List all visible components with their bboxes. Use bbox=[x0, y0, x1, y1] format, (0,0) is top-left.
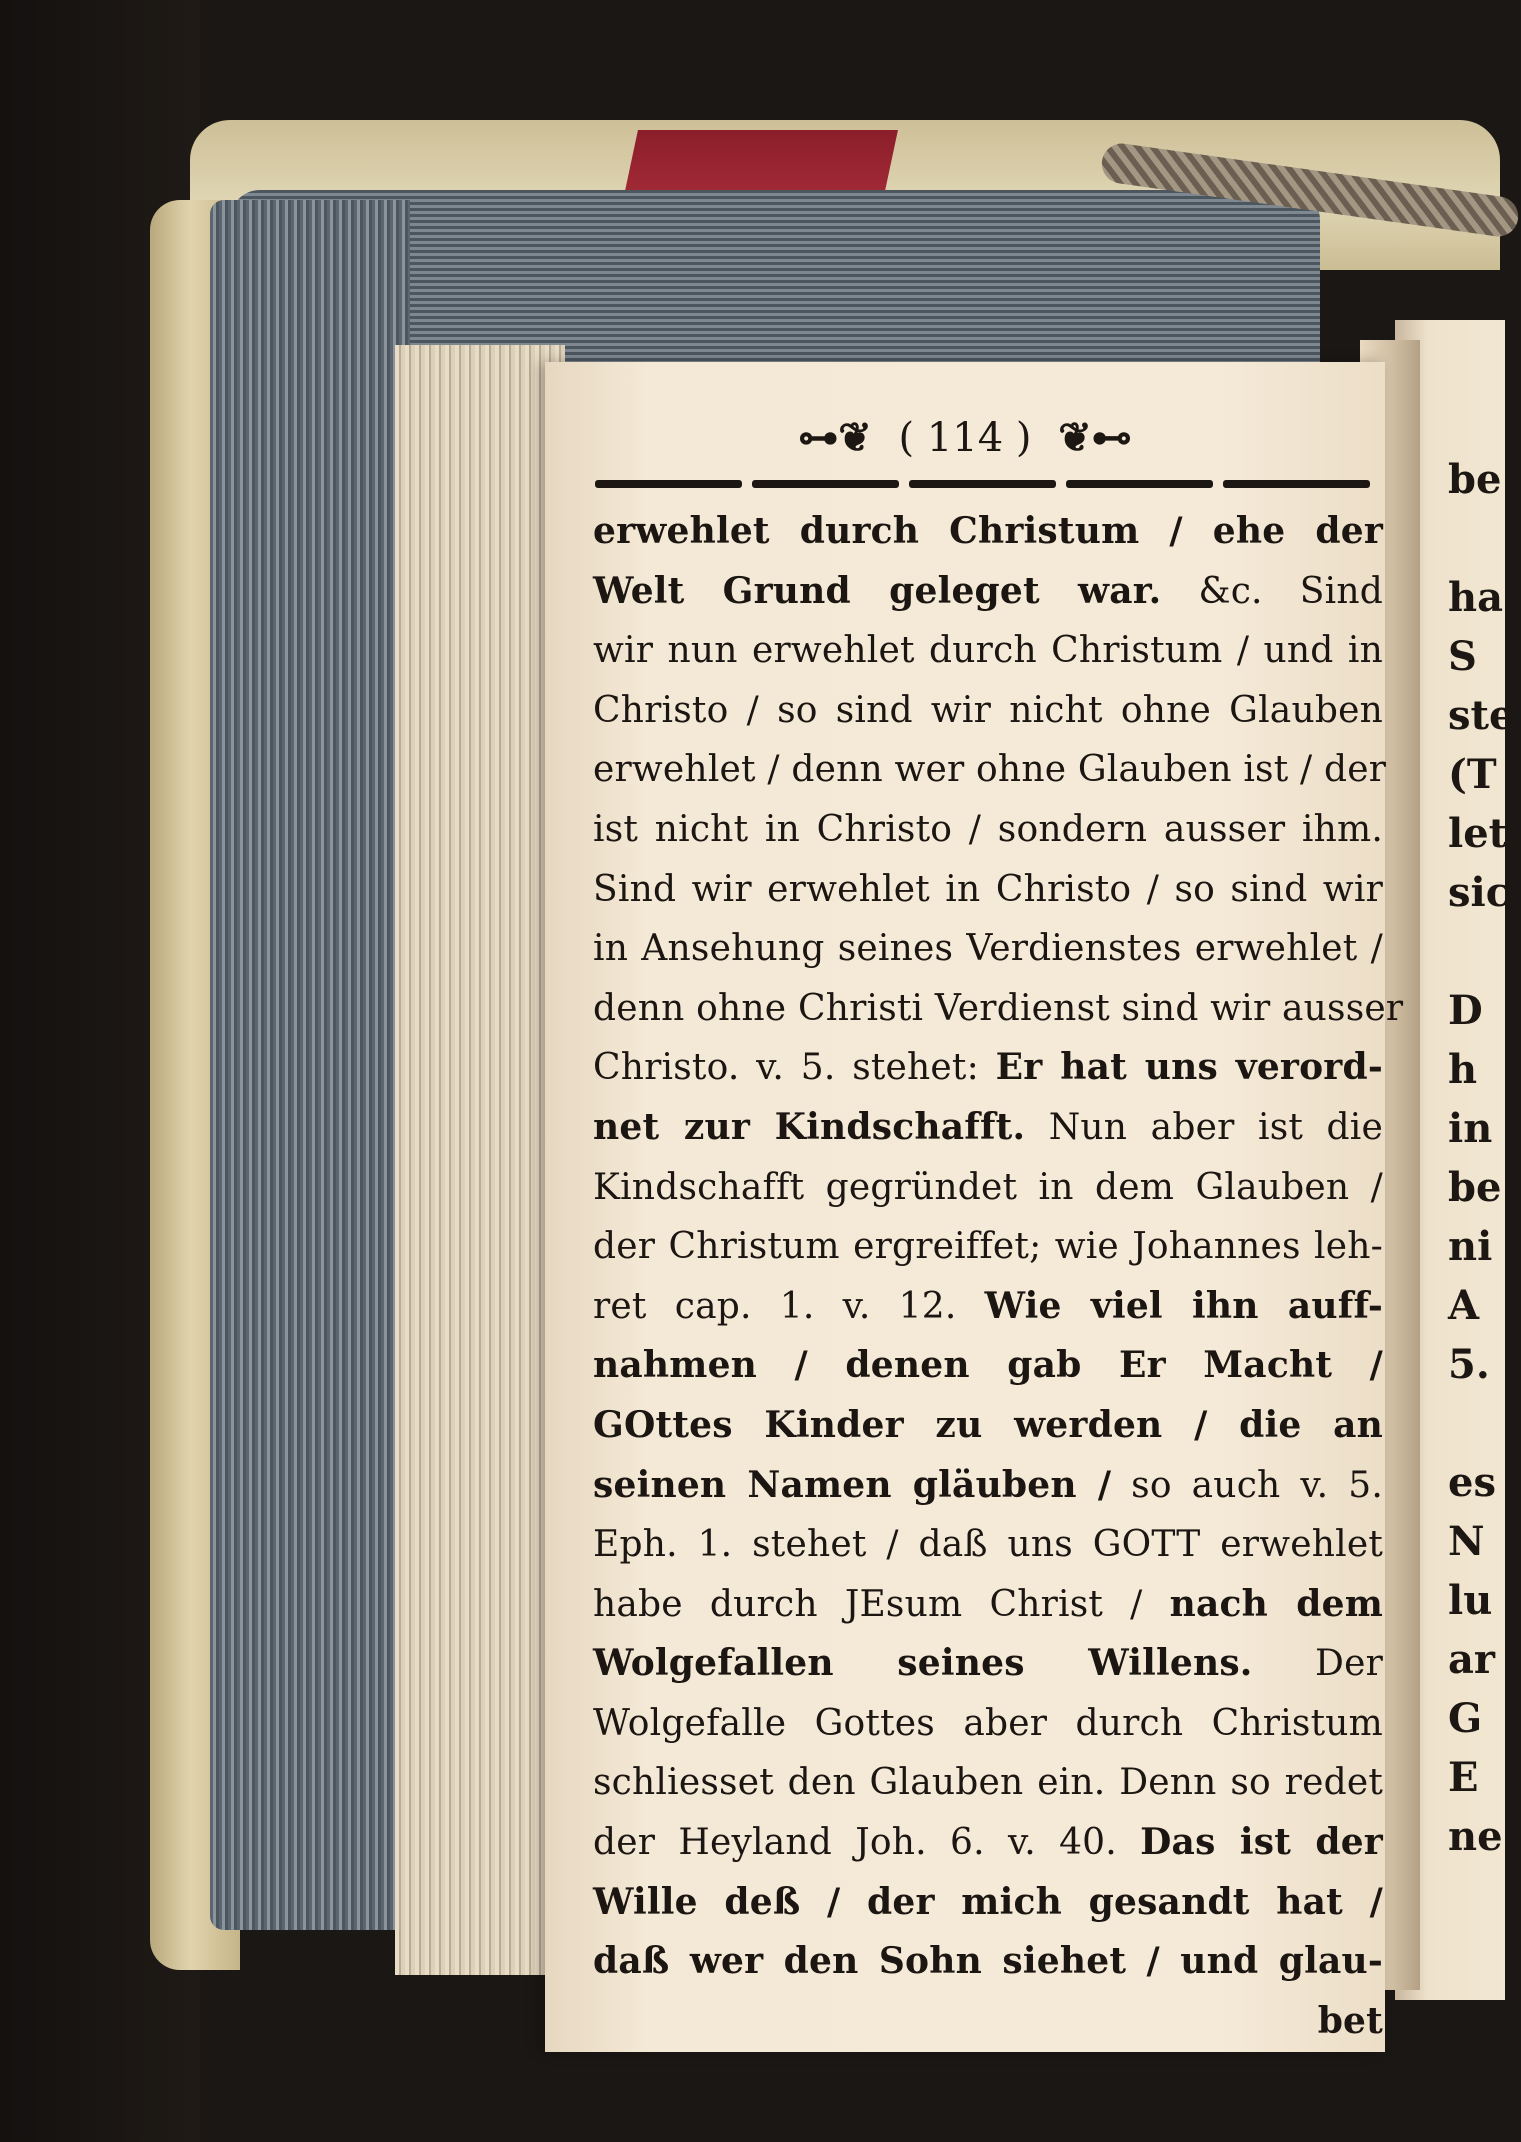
facing-page-text bbox=[1448, 450, 1515, 1866]
ornament-left-icon: ⊶❦ bbox=[798, 414, 872, 461]
bold-text-run: net zur Kindschafft. bbox=[593, 1105, 1026, 1148]
body-text bbox=[593, 502, 1404, 2051]
bold-text-run: GOttes Kinder zu werden / die an bbox=[593, 1403, 1383, 1446]
text-line bbox=[593, 1038, 1383, 1098]
text-line bbox=[593, 1992, 1383, 2052]
facing-page-fragment: es bbox=[1448, 1459, 1496, 1506]
text-run: Der bbox=[1252, 1643, 1383, 1685]
bold-text-run: Welt Grund geleget war. bbox=[593, 569, 1162, 612]
text-line bbox=[593, 621, 1383, 681]
text-run: Eph. 1. stehet / daß uns GOTT erwehlet bbox=[593, 1524, 1383, 1566]
text-line bbox=[593, 502, 1383, 562]
ornament-right-icon: ❦⊷ bbox=[1058, 414, 1132, 461]
text-block-fore-edge bbox=[210, 200, 410, 1930]
bold-text-run: bet bbox=[1317, 1999, 1383, 2042]
page-number: ( 114 ) bbox=[898, 415, 1032, 461]
text-line bbox=[593, 1456, 1383, 1516]
text-line bbox=[593, 1932, 1383, 1992]
facing-page-fragment: ni bbox=[1448, 1223, 1493, 1270]
facing-page-fragment: S bbox=[1448, 633, 1477, 680]
facing-page-fragment: D bbox=[1448, 987, 1483, 1034]
text-run: Nun aber ist die bbox=[1025, 1106, 1383, 1148]
facing-page-fragment: in bbox=[1448, 1105, 1493, 1152]
facing-page-fragment: sic bbox=[1448, 869, 1511, 916]
text-line bbox=[593, 1575, 1383, 1635]
facing-page-fragment: ste bbox=[1448, 692, 1515, 739]
text-run: in Ansehung seines Verdienstes erwehlet / bbox=[593, 928, 1383, 970]
facing-page-fragment: 5. bbox=[1448, 1341, 1490, 1388]
bold-text-run: Wille deß / der mich gesandt hat / bbox=[593, 1880, 1383, 1923]
facing-page-fragment: ha bbox=[1448, 574, 1503, 621]
text-run: wir nun erwehlet durch Christum / und in bbox=[593, 630, 1383, 672]
bold-text-run: daß wer den Sohn siehet / und glau- bbox=[593, 1940, 1383, 1983]
text-run: schliesset den Glauben ein. Denn so redet bbox=[593, 1762, 1383, 1804]
text-line bbox=[593, 1694, 1383, 1754]
bold-text-run: seinen Namen gläuben / bbox=[593, 1463, 1112, 1506]
header-rule bbox=[595, 480, 1370, 490]
text-line bbox=[593, 740, 1387, 800]
text-line bbox=[593, 1277, 1383, 1337]
facing-page-fragment: ar bbox=[1448, 1636, 1495, 1683]
text-line bbox=[593, 681, 1383, 741]
text-line bbox=[593, 1098, 1383, 1158]
text-line bbox=[593, 1753, 1383, 1813]
text-line bbox=[593, 919, 1383, 979]
facing-page-fragment: N bbox=[1448, 1518, 1485, 1565]
bold-text-run: Wie viel ihn auff- bbox=[984, 1284, 1383, 1327]
facing-page-fragment bbox=[1448, 509, 1508, 568]
text-run: Sind wir erwehlet in Christo / so sind wir bbox=[593, 868, 1383, 910]
text-line bbox=[593, 1217, 1383, 1277]
text-line bbox=[593, 979, 1404, 1039]
bold-text-run: nahmen / denen gab Er Macht / bbox=[593, 1344, 1383, 1387]
text-run: Christo. v. 5. stehet: bbox=[593, 1047, 996, 1089]
text-run: Christo / so sind wir nicht ohne Glauben bbox=[593, 689, 1383, 731]
facing-page-fragment: be bbox=[1448, 456, 1502, 503]
facing-page-fragment: E bbox=[1448, 1754, 1479, 1801]
text-run: Wolgefalle Gottes aber durch Christum bbox=[593, 1702, 1383, 1744]
facing-page-fragment: (T bbox=[1448, 751, 1497, 798]
text-line bbox=[593, 1396, 1383, 1456]
facing-page-fragment: h bbox=[1448, 1046, 1478, 1093]
text-line bbox=[593, 1515, 1383, 1575]
text-run: der Christum ergreiffet; wie Johannes leh- bbox=[593, 1226, 1383, 1268]
page-edges bbox=[395, 345, 565, 1975]
text-line bbox=[593, 1873, 1383, 1933]
bold-text-run: Wolgefallen seines Willens. bbox=[593, 1642, 1253, 1685]
facing-page-fragment: A bbox=[1448, 1282, 1480, 1329]
bold-text-run: Er hat uns verord- bbox=[995, 1046, 1383, 1089]
text-line bbox=[593, 860, 1383, 920]
bold-text-run: Das ist der bbox=[1140, 1821, 1383, 1864]
bold-text-run: erwehlet durch Christum / ehe der bbox=[593, 510, 1383, 552]
facing-page-fragment: G bbox=[1448, 1695, 1483, 1742]
facing-page-fragment bbox=[1448, 922, 1508, 981]
text-line bbox=[593, 1634, 1383, 1694]
text-run: Kindschafft gegründet in dem Glauben / bbox=[593, 1166, 1383, 1208]
text-line bbox=[593, 1158, 1383, 1218]
text-run: habe durch JEsum Christ / bbox=[593, 1583, 1170, 1625]
text-run: ist nicht in Christo / sondern ausser ihm. bbox=[593, 808, 1383, 850]
text-run: so auch v. 5. bbox=[1111, 1464, 1384, 1506]
facing-page-fragment: be bbox=[1448, 1164, 1502, 1211]
bold-text-run: nach dem bbox=[1169, 1582, 1383, 1625]
text-run: erwehlet / denn wer ohne Glauben ist / der bbox=[593, 749, 1387, 791]
text-line bbox=[593, 800, 1383, 860]
text-run: der Heyland Joh. 6. v. 40. bbox=[593, 1822, 1141, 1864]
page-header bbox=[545, 414, 1385, 464]
page-114 bbox=[545, 362, 1404, 2052]
text-run: denn ohne Christi Verdienst sind wir ausser bbox=[593, 987, 1404, 1029]
facing-page-fragment: lu bbox=[1448, 1577, 1493, 1624]
text-run: ret cap. 1. v. 12. bbox=[593, 1285, 985, 1327]
text-line bbox=[593, 1813, 1383, 1873]
text-line bbox=[593, 1336, 1383, 1396]
text-run: &c. Sind bbox=[1161, 570, 1383, 612]
facing-page-fragment bbox=[1448, 1394, 1508, 1453]
text-line bbox=[593, 562, 1383, 622]
facing-page-fragment: ne bbox=[1448, 1813, 1503, 1860]
facing-page-fragment: let bbox=[1448, 810, 1508, 857]
